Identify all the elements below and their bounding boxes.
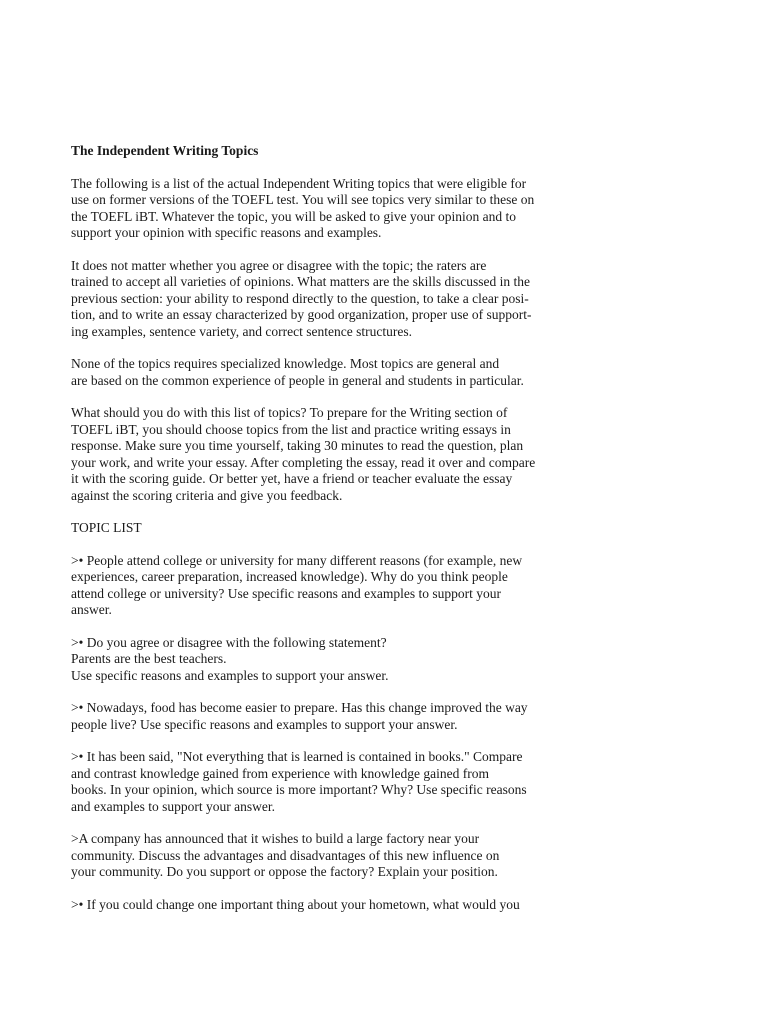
topic-item bbox=[71, 897, 611, 914]
text-line: response. Make sure you time yourself, taking 30 minutes to read the question, plan bbox=[71, 438, 524, 453]
text-line: >• People attend college or university for many different reasons (for example, new bbox=[71, 552, 523, 568]
topic-list-heading: TOPIC LIST bbox=[71, 520, 142, 535]
text-line: your work, and write your essay. After completing the essay, read it over and compare bbox=[71, 454, 536, 470]
text-line: your community. Do you support or oppose the factory? Explain your position. bbox=[71, 864, 498, 879]
text-line: ing examples, sentence variety, and correct sentence structures. bbox=[71, 323, 412, 339]
text-line: Use specific reasons and examples to support your answer. bbox=[71, 667, 389, 683]
text-line: and examples to support your answer. bbox=[71, 798, 275, 814]
topic-item bbox=[71, 749, 611, 815]
text-line: The following is a list of the actual Independent Writing topics that were eligible for bbox=[71, 175, 527, 191]
text-line: tion, and to write an essay characterized by good organization, proper use of support- bbox=[71, 307, 532, 322]
text-line: >A company has announced that it wishes to build a large factory near your bbox=[71, 831, 480, 846]
text-line: >• If you could change one important thing about your hometown, what would you bbox=[71, 896, 520, 912]
text-line: support your opinion with specific reasons and examples. bbox=[71, 225, 382, 240]
text-line: answer. bbox=[71, 602, 112, 617]
text-line: >• Do you agree or disagree with the following statement? bbox=[71, 634, 387, 650]
text-line: books. In your opinion, which source is more important? Why? Use specific reasons bbox=[71, 782, 527, 797]
knowledge-paragraph bbox=[71, 356, 611, 389]
text-line: the TOEFL iBT. Whatever the topic, you will be asked to give your opinion and to bbox=[71, 208, 517, 224]
text-line: >• Nowadays, food has become easier to prepare. Has this change improved the way bbox=[71, 700, 528, 715]
text-line: >• It has been said, "Not everything that is learned is contained in books." Compare bbox=[71, 749, 523, 764]
text-line: use on former versions of the TOEFL test. You will see topics very similar to these on bbox=[71, 192, 535, 207]
intro-paragraph bbox=[71, 176, 611, 242]
topic-item bbox=[71, 635, 611, 685]
topic-item bbox=[71, 831, 611, 881]
text-line: What should you do with this list of topics? To prepare for the Writing section of bbox=[71, 405, 508, 420]
text-line: TOEFL iBT, you should choose topics from the list and practice writing essays in bbox=[71, 421, 511, 437]
text-line: previous section: your ability to respond directly to the question, to take a clear posi- bbox=[71, 290, 529, 306]
text-line: experiences, career preparation, increased knowledge). Why do you think people bbox=[71, 569, 508, 584]
text-line: it with the scoring guide. Or better yet, have a friend or teacher evaluate the essay bbox=[71, 471, 513, 486]
text-line: community. Discuss the advantages and disadvantages of this new influence on bbox=[71, 847, 500, 863]
text-line: against the scoring criteria and give you feedback. bbox=[71, 487, 343, 503]
text-line: people live? Use specific reasons and examples to support your answer. bbox=[71, 716, 458, 732]
text-line: are based on the common experience of people in general and students in particular. bbox=[71, 372, 524, 388]
topic-item bbox=[71, 553, 611, 619]
text-line: Parents are the best teachers. bbox=[71, 651, 227, 666]
text-line: It does not matter whether you agree or disagree with the topic; the raters are bbox=[71, 257, 487, 273]
topic-item bbox=[71, 700, 611, 733]
practice-paragraph bbox=[71, 405, 611, 504]
text-line: trained to accept all varieties of opinions. What matters are the skills discussed in the bbox=[71, 274, 530, 289]
text-line: and contrast knowledge gained from experience with knowledge gained from bbox=[71, 765, 489, 781]
text-line: attend college or university? Use specific reasons and examples to support your bbox=[71, 585, 501, 601]
document-page bbox=[71, 143, 611, 929]
text-line: None of the topics requires specialized knowledge. Most topics are general and bbox=[71, 356, 500, 371]
raters-paragraph bbox=[71, 258, 611, 341]
document-title: The Independent Writing Topics bbox=[71, 143, 259, 158]
